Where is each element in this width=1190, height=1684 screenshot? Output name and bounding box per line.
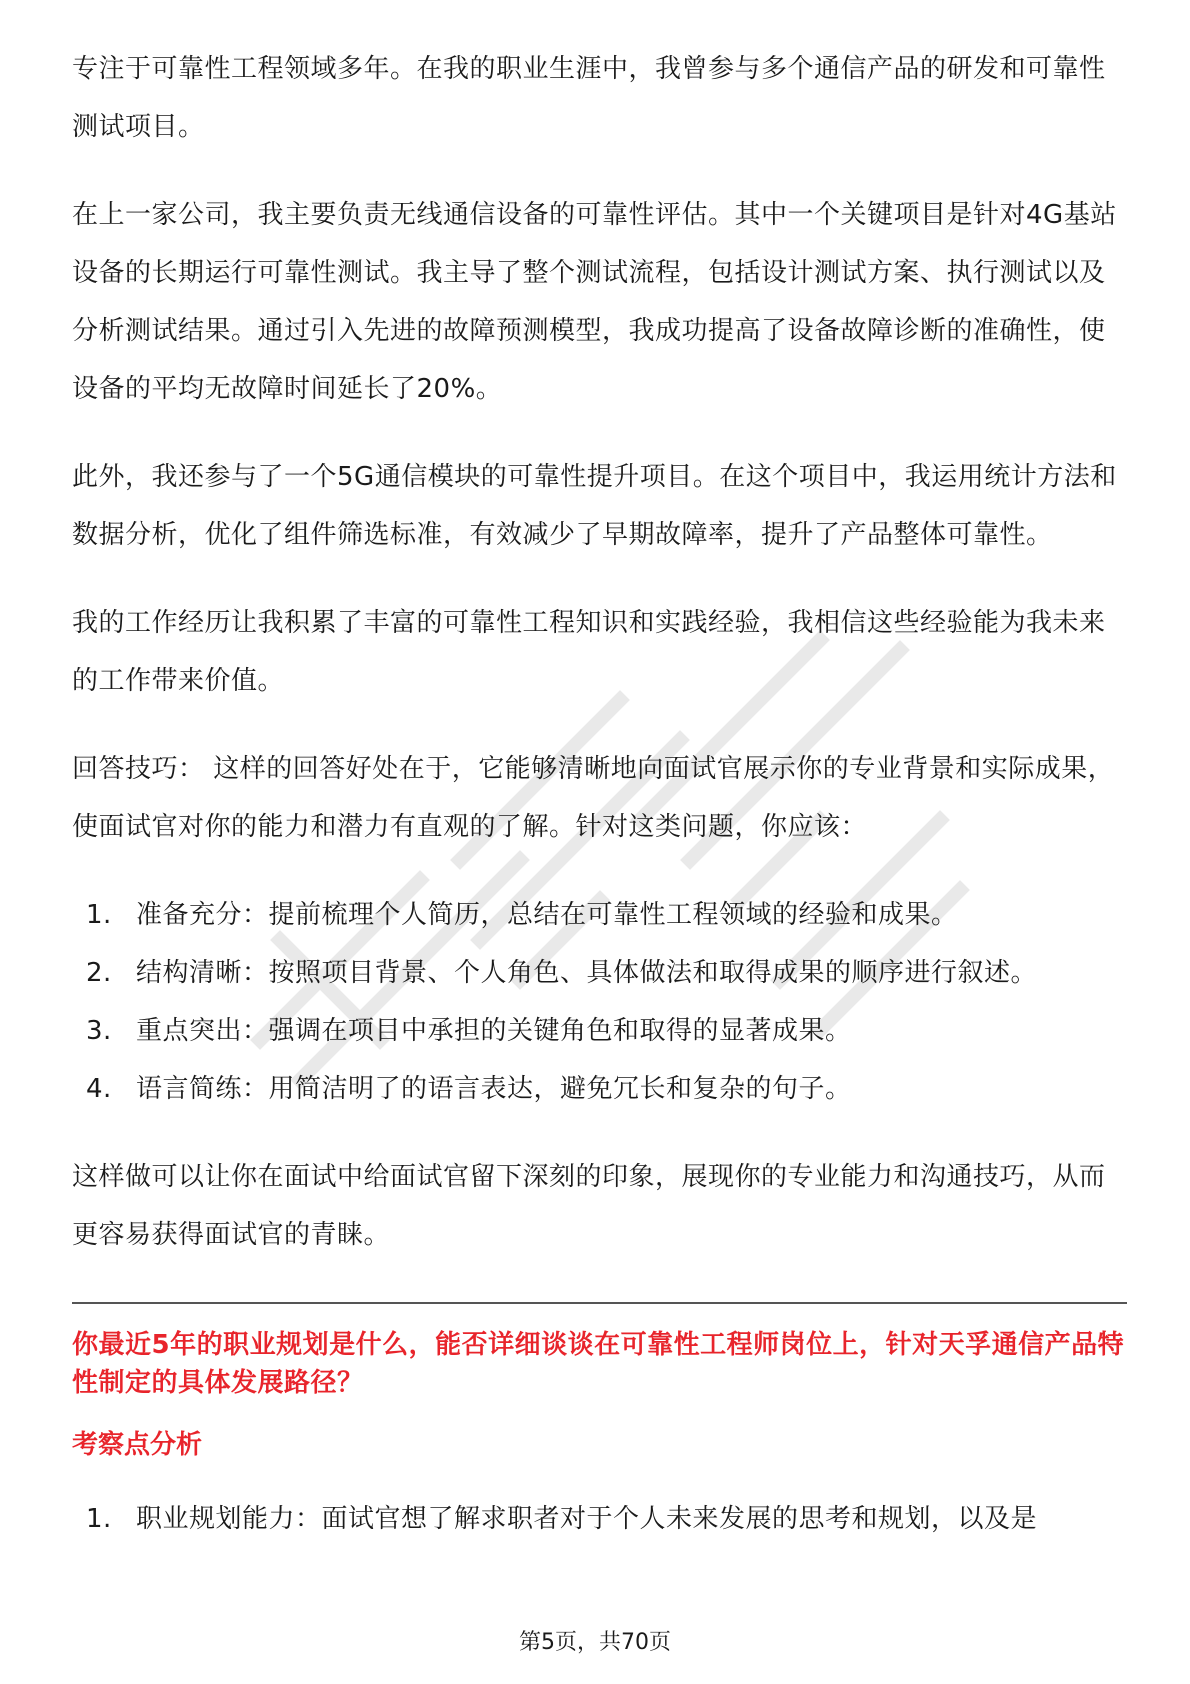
list-number: 1. — [86, 1504, 112, 1534]
list-number: 4. — [86, 1074, 112, 1104]
list-number: 2. — [86, 958, 112, 988]
paragraph-5g-project: 此外，我还参与了一个5G通信模块的可靠性提升项目。在这个项目中，我运用统计方法和数据分析，优化了组件筛选标准，有效减少了早期故障率，提升了产品整体可靠性。 — [72, 462, 1117, 550]
list-item — [72, 944, 1127, 1002]
list-item — [72, 886, 1127, 944]
paragraph-experience-summary: 我的工作经历让我积累了丰富的可靠性工程知识和实践经验，我相信这些经验能为我未来的工作带来价值。 — [72, 608, 1106, 696]
list-text: 准备充分：提前梳理个人简历，总结在可靠性工程领域的经验和成果。 — [136, 900, 958, 930]
paragraph-intro: 专注于可靠性工程领域多年。在我的职业生涯中，我曾参与多个通信产品的研发和可靠性测试项目。 — [72, 54, 1106, 142]
question-heading: 你最近5年的职业规划是什么，能否详细谈谈在可靠性工程师岗位上，针对天孚通信产品特性制定的具体发展路径？ — [72, 1330, 1125, 1398]
list-number: 1. — [86, 900, 112, 930]
document-body — [72, 40, 1127, 1578]
list-text: 语言简练：用简洁明了的语言表达，避免冗长和复杂的句子。 — [136, 1074, 852, 1104]
page-footer: 第5页，共70页 — [519, 1630, 671, 1655]
list-number: 3. — [86, 1016, 112, 1046]
list-text: 职业规划能力：面试官想了解求职者对于个人未来发展的思考和规划，以及是 — [136, 1504, 1038, 1534]
paragraph-closing: 这样做可以让你在面试中给面试官留下深刻的印象，展现你的专业能力和沟通技巧，从而更容易获得面试官的青睐。 — [72, 1162, 1106, 1250]
list-item — [72, 1060, 1127, 1118]
section-divider — [72, 1302, 1127, 1304]
list-text: 重点突出：强调在项目中承担的关键角色和取得的显著成果。 — [136, 1016, 852, 1046]
analysis-title: 考察点分析 — [72, 1430, 203, 1460]
list-text: 结构清晰：按照项目背景、个人角色、具体做法和取得成果的顺序进行叙述。 — [136, 958, 1038, 988]
list-item — [72, 1490, 1127, 1548]
tips-list — [72, 886, 1127, 1118]
paragraph-4g-project: 在上一家公司，我主要负责无线通信设备的可靠性评估。其中一个关键项目是针对4G基站设备的长期运行可靠性测试。我主导了整个测试流程，包括设计测试方案、执行测试以及分析测试结果。通过引入先进的故障预测模型，我成功提高了设备故障诊断的准确性，使设备的平均无故障时间延长了20%。 — [72, 200, 1117, 404]
analysis-list — [72, 1490, 1127, 1548]
list-item — [72, 1002, 1127, 1060]
paragraph-answer-tips: 回答技巧： 这样的回答好处在于，它能够清晰地向面试官展示你的专业背景和实际成果，使面试官对你的能力和潜力有直观的了解。针对这类问题，你应该： — [72, 754, 1115, 842]
